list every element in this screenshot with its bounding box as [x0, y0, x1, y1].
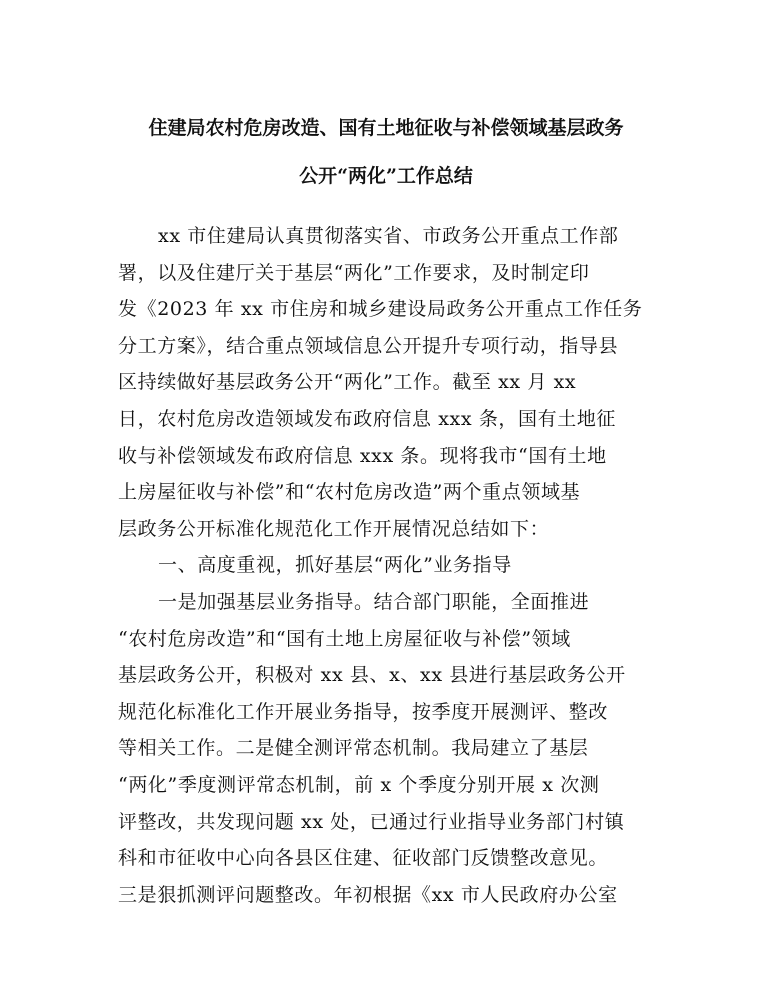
paragraph-line: 日，农村危房改造领域发布政府信息 xxx 条，国有土地征: [118, 407, 617, 430]
paragraph-line: 发《2023 年 xx 市住房和城乡建设局政务公开重点工作任务: [118, 298, 643, 321]
paragraph-line: 三是狠抓测评问题整改。年初根据《xx 市人民政府办公室: [118, 883, 618, 906]
section-heading: 一、高度重视，抓好基层“两化”业务指导: [158, 554, 512, 577]
paragraph-line: 署，以及住建厅关于基层“两化”工作要求，及时制定印: [118, 261, 590, 284]
paragraph-line: 规范化标准化工作开展业务指导，按季度开展测评、整改: [118, 700, 609, 723]
paragraph-line: 科和市征收中心向各县区住建、征收部门反馈整改意见。: [118, 847, 609, 870]
paragraph-line: 评整改，共发现问题 xx 处，已通过行业指导业务部门村镇: [118, 810, 625, 833]
paragraph-line: 上房屋征收与补偿”和“农村危房改造”两个重点领域基: [118, 481, 581, 504]
document-body: [118, 218, 654, 913]
paragraph-line: xx 市住建局认真贯彻落实省、市政务公开重点工作部: [158, 225, 619, 247]
paragraph-line: 区持续做好基层政务公开“两化”工作。截至 xx 月 xx: [118, 371, 577, 394]
document-title-line-1: 住建局农村危房改造、国有土地征收与补偿领域基层政务: [148, 117, 624, 139]
document-title-line-2: 公开“两化”工作总结: [299, 165, 473, 187]
paragraph-line: 基层政务公开，积极对 xx 县、x、xx 县进行基层政务公开: [118, 664, 626, 687]
paragraph-line: 收与补偿领域发布政府信息 xxx 条。现将我市“国有土地: [118, 444, 607, 467]
paragraph-line: 一是加强基层业务指导。结合部门职能，全面推进: [158, 590, 590, 613]
paragraph-line: “农村危房改造”和“国有土地上房屋征收与补偿”领域: [118, 627, 571, 650]
paragraph-line: 等相关工作。二是健全测评常态机制。我局建立了基层: [118, 737, 589, 760]
paragraph-line: 层政务公开标准化规范化工作开展情况总结如下：: [118, 517, 550, 540]
paragraph-line: “两化”季度测评常态机制，前 x 个季度分别开展 x 次测: [118, 773, 600, 796]
paragraph-line: 分工方案》，结合重点领域信息公开提升专项行动，指导县: [118, 334, 619, 357]
